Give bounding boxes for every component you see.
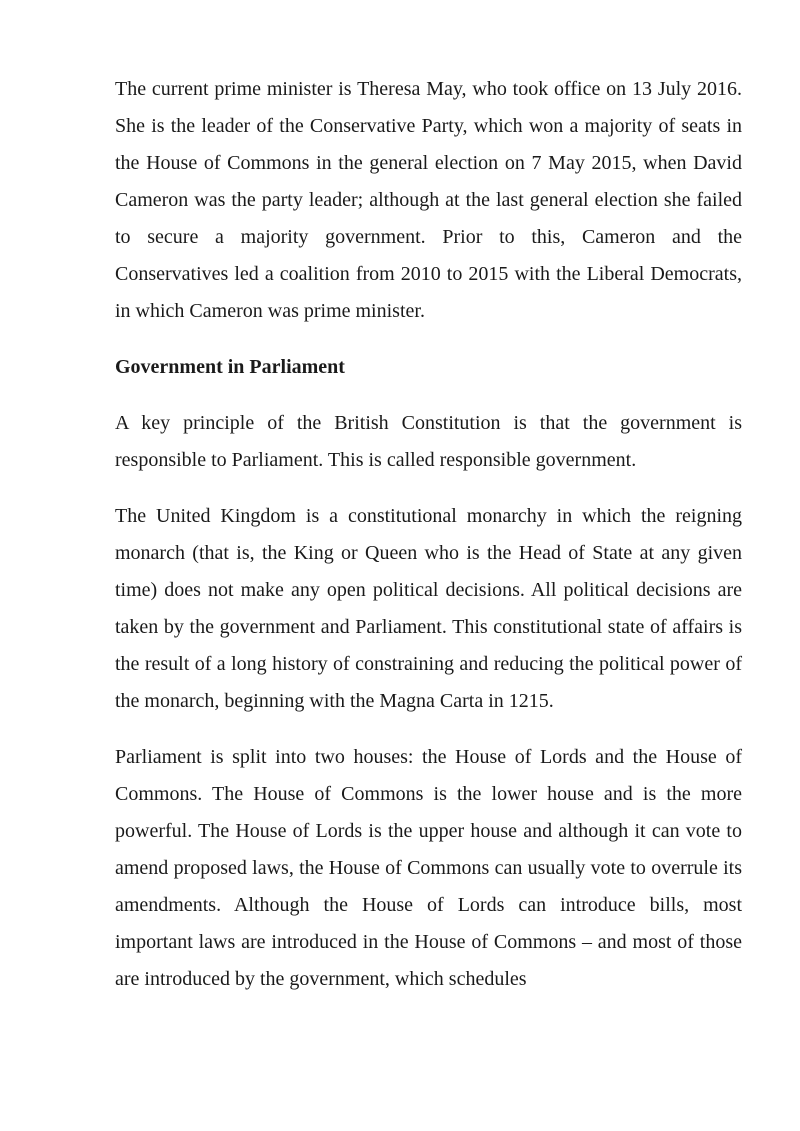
section-heading-government-in-parliament: Government in Parliament (115, 356, 345, 378)
paragraph-constitutional-monarchy: The United Kingdom is a constitutional monarchy in which the reigning monarch (that is, the King or Queen who is the Head of State at any given time) does not make any open political decisions. All political decisions are taken by the government and Parliament. This constitutional state of affairs is the result of a long history of constraining and reducing the political power of the monarch, beginning with the Magna Carta in 1215. (115, 505, 742, 712)
paragraph-houses-of-parliament: Parliament is split into two houses: the House of Lords and the House of Commons. The House of Commons is the lower house and is the more powerful. The House of Lords is the upper house and although it can vote to amend proposed laws, the House of Commons can usually vote to overrule its amendments. Although the House of Lords can introduce bills, most important laws are introduced in the House of Commons – and most of those are introduced by the government, which schedules (115, 746, 742, 990)
paragraph-prime-minister: The current prime minister is Theresa May, who took office on 13 July 2016. She is the leader of the Conservative Party, which won a majority of seats in the House of Commons in the general election on 7 May 2015, when David Cameron was the party leader; although at the last general election she failed to secure a majority government. Prior to this, Cameron and the Conservatives led a coalition from 2010 to 2015 with the Liberal Democrats, in which Cameron was prime minister. (115, 78, 742, 322)
paragraph-responsible-government: A key principle of the British Constitution is that the government is responsible to Parliament. This is called responsible government. (115, 412, 742, 471)
document-body (115, 71, 742, 1017)
